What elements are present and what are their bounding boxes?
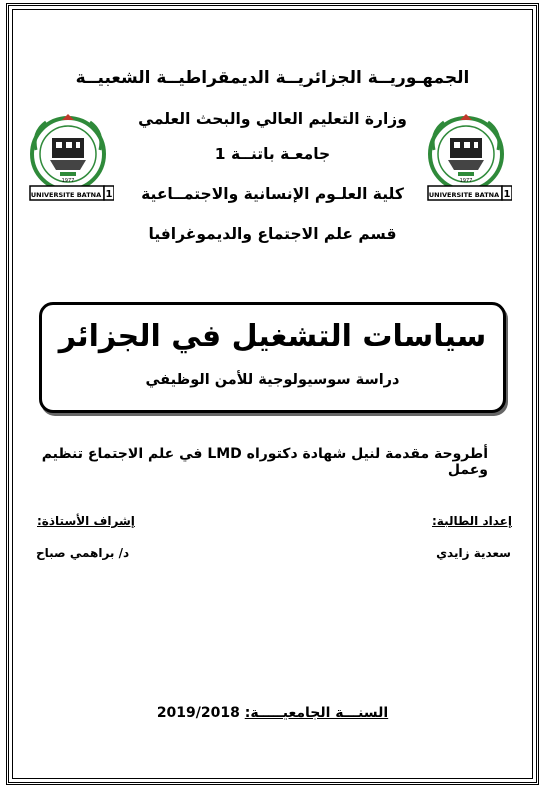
thesis-statement: أطروحة مقدمة لنيل شهادة دكتوراه LMD في علم الاجتماع تنظيم وعمل xyxy=(41,446,488,478)
academic-year-value: 2019/2018 xyxy=(156,705,240,721)
republic-name: الجمهـوريــة الجزائريــة الديمقراطيــة الشعبيــة xyxy=(75,68,470,88)
thesis-subtitle: دراسة سوسيولوجية للأمن الوظيفي xyxy=(145,372,400,388)
ministry-name: وزارة التعليم العالي والبحث العلمي xyxy=(138,110,407,128)
academic-year xyxy=(0,705,545,721)
thesis-title: سياسات التشغيل في الجزائر xyxy=(58,319,487,354)
supervisor-name: د/ براهمي صباح xyxy=(36,546,130,560)
title-box xyxy=(39,302,506,413)
university-seal-icon xyxy=(22,112,114,212)
seal-university-text: UNIVERSITE BATNA xyxy=(428,191,500,199)
seal-year: 1977 xyxy=(459,178,473,184)
seal-year: 1977 xyxy=(61,178,75,184)
seal-number: 1 xyxy=(503,189,511,200)
student-name: سعدية زايدي xyxy=(436,546,511,560)
academic-year-label: السنـــة الجامعيـــــة: xyxy=(244,705,389,721)
university-name: جامعـة باتنــة 1 xyxy=(214,145,331,163)
student-label: إعداد الطالبة: xyxy=(432,514,512,528)
seal-university-text: UNIVERSITE BATNA xyxy=(30,191,102,199)
university-seal-icon xyxy=(420,112,512,212)
department-name: قسم علم الاجتماع والديموغرافيا xyxy=(148,225,397,243)
supervisor-label: إشراف الأستاذة: xyxy=(37,514,135,528)
faculty-name: كلية العلـوم الإنسانية والاجتمــاعية xyxy=(141,185,404,203)
seal-number: 1 xyxy=(105,189,113,200)
